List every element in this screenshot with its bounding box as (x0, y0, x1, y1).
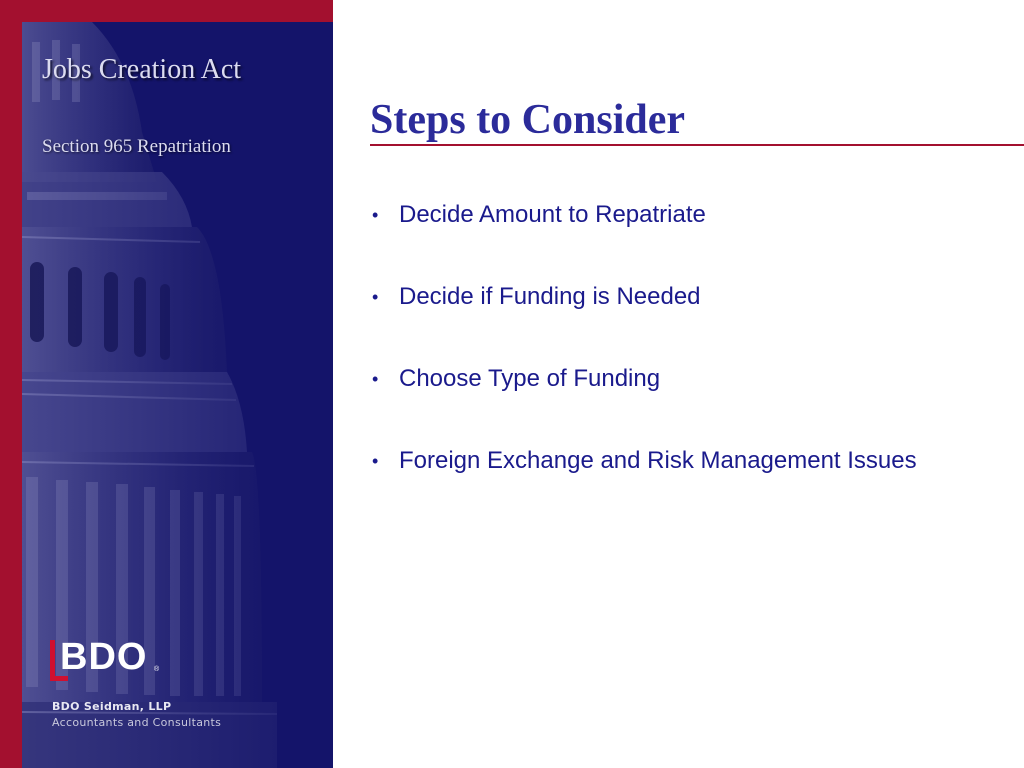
bullet-icon: • (372, 451, 379, 471)
deck-title: Jobs Creation Act (42, 54, 242, 85)
bullet-text: Decide if Funding is Needed (399, 283, 701, 310)
bullet-item (372, 444, 972, 478)
logo-wordmark: BDO (60, 636, 148, 678)
bullet-icon: • (372, 369, 379, 389)
bullet-item (372, 280, 972, 314)
bullet-text: Decide Amount to Repatriate (399, 201, 706, 228)
registered-mark: ® (154, 666, 160, 673)
bullet-text: Foreign Exchange and Risk Management Issues (399, 447, 917, 474)
bdo-logo-mark (50, 638, 160, 682)
slide-title: Steps to Consider (370, 97, 686, 143)
logo-bar-shape (50, 640, 55, 680)
bullet-item (372, 362, 972, 396)
company-tagline: Accountants and Consultants (52, 716, 222, 729)
bullet-item (372, 198, 972, 232)
title-divider (370, 144, 1024, 146)
deck-subtitle: Section 965 Repatriation (42, 136, 231, 157)
bdo-logo (50, 638, 160, 682)
bullet-list (372, 198, 972, 526)
company-name: BDO Seidman, LLP (52, 700, 172, 713)
bullet-text: Choose Type of Funding (399, 365, 661, 392)
bullet-icon: • (372, 205, 379, 225)
bullet-icon: • (372, 287, 379, 307)
